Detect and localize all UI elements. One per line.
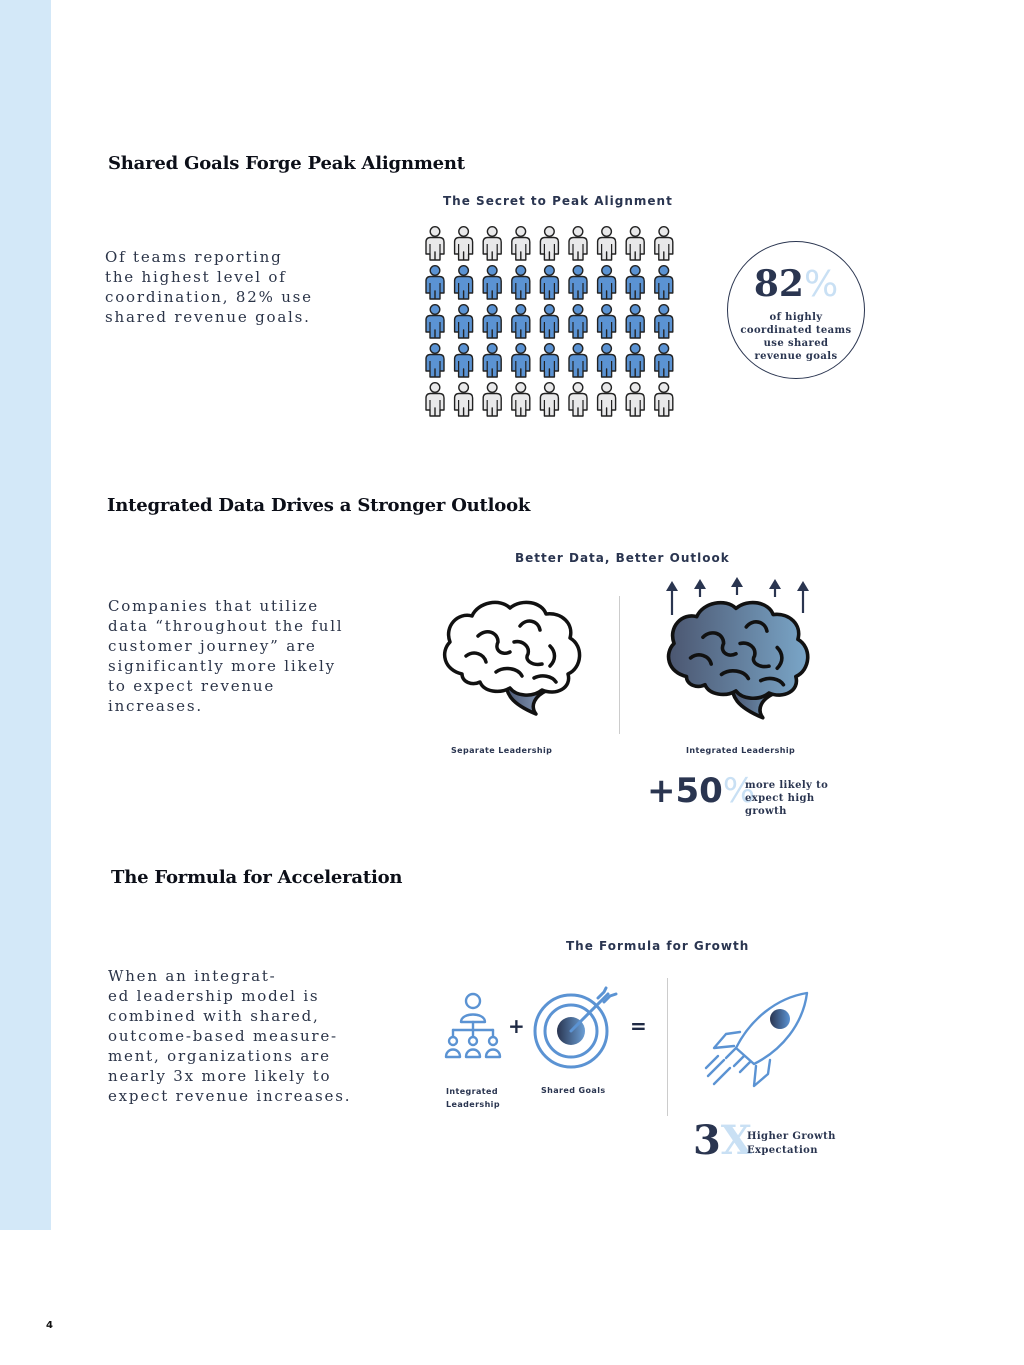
stat-82-label: of highly coordinated teams use shared revenue goals — [740, 312, 852, 362]
person-icon — [655, 227, 673, 260]
person-icon-highlighted — [655, 344, 673, 377]
stat-circle-82 — [727, 241, 865, 379]
target-icon — [530, 986, 622, 1072]
person-icon-highlighted — [626, 305, 644, 338]
pictogram-title: The Secret to Peak Alignment — [443, 194, 673, 208]
person-icon — [512, 227, 530, 260]
person-icon-highlighted — [455, 266, 473, 299]
person-icon-highlighted — [512, 305, 530, 338]
person-icon — [626, 383, 644, 416]
person-icon — [626, 227, 644, 260]
brain-separate-icon — [438, 596, 584, 722]
person-icon-highlighted — [598, 305, 616, 338]
section-heading-alignment: Shared Goals Forge Peak Alignment — [108, 153, 465, 174]
outlook-paragraph: Companies that utilize data “throughout the full customer journey” are significantly more likely to expect revenue increases. — [108, 597, 344, 715]
person-icon — [598, 227, 616, 260]
brain-comparison-title: Better Data, Better Outlook — [515, 551, 730, 565]
formula-title: The Formula for Growth — [566, 939, 750, 953]
person-icon-highlighted — [540, 344, 558, 377]
person-icon — [512, 383, 530, 416]
section-heading-acceleration: The Formula for Acceleration — [111, 867, 403, 888]
person-icon-highlighted — [569, 266, 587, 299]
person-icon-highlighted — [540, 266, 558, 299]
person-icon-highlighted — [512, 266, 530, 299]
person-icon-highlighted — [540, 305, 558, 338]
alignment-paragraph: Of teams reporting the highest level of coordination, 82% use shared revenue goals. — [105, 248, 313, 326]
person-icon-highlighted — [598, 344, 616, 377]
stat-3x-label: Higher Growth Expectation — [747, 1131, 836, 1156]
sidebar-band — [0, 0, 51, 1230]
people-pictogram — [420, 225, 682, 421]
stat-3x-number: 3 — [693, 1117, 721, 1164]
rocket-icon — [700, 990, 812, 1090]
caption-integrated-leadership-formula: Integrated Leadership — [446, 1087, 500, 1109]
person-icon-highlighted — [483, 344, 501, 377]
stat-3x-value — [693, 1118, 752, 1164]
person-icon-highlighted — [626, 266, 644, 299]
person-icon — [598, 383, 616, 416]
person-icon-highlighted — [569, 344, 587, 377]
stat-50-label: more likely to expect high growth — [745, 780, 829, 817]
formula-divider — [667, 978, 668, 1116]
person-icon-highlighted — [483, 305, 501, 338]
org-chart-icon — [444, 990, 502, 1060]
person-icon-highlighted — [626, 344, 644, 377]
person-icon — [540, 383, 558, 416]
person-icon — [426, 227, 444, 260]
equals-operator: = — [630, 1014, 647, 1038]
percent-symbol: % — [803, 264, 839, 305]
person-icon — [569, 227, 587, 260]
person-icon-highlighted — [598, 266, 616, 299]
brain-divider — [619, 596, 620, 734]
person-icon-highlighted — [569, 305, 587, 338]
person-icon — [655, 383, 673, 416]
person-icon-highlighted — [426, 305, 444, 338]
person-icon — [540, 227, 558, 260]
person-icon — [569, 383, 587, 416]
person-icon-highlighted — [455, 344, 473, 377]
person-icon — [426, 383, 444, 416]
percent-symbol: % — [722, 771, 756, 811]
person-icon-highlighted — [426, 266, 444, 299]
person-icon-highlighted — [512, 344, 530, 377]
caption-integrated-leadership: Integrated Leadership — [686, 746, 796, 755]
plus-operator: + — [508, 1014, 525, 1038]
person-icon — [483, 227, 501, 260]
person-icon — [455, 227, 473, 260]
section-heading-outlook: Integrated Data Drives a Stronger Outlook — [107, 495, 531, 516]
person-icon-highlighted — [655, 305, 673, 338]
person-icon-highlighted — [426, 344, 444, 377]
acceleration-paragraph: When an integrat- ed leadership model is combined with shared, outcome-based measure- ment, organizations are nearly 3x more likely to expect revenue increases. — [108, 967, 352, 1105]
person-icon-highlighted — [655, 266, 673, 299]
caption-separate-leadership: Separate Leadership — [451, 746, 553, 755]
person-icon-highlighted — [483, 266, 501, 299]
multiplier-symbol: X — [720, 1117, 752, 1164]
stat-82-number: 82 — [753, 263, 804, 305]
caption-shared-goals: Shared Goals — [541, 1086, 606, 1095]
brain-integrated-icon — [659, 596, 815, 726]
person-icon — [455, 383, 473, 416]
stat-82-value — [728, 264, 864, 305]
person-icon — [483, 383, 501, 416]
stat-50-number: +50 — [647, 771, 723, 811]
stat-50-value — [647, 770, 755, 812]
page-number: 4 — [46, 1320, 53, 1331]
person-icon-highlighted — [455, 305, 473, 338]
